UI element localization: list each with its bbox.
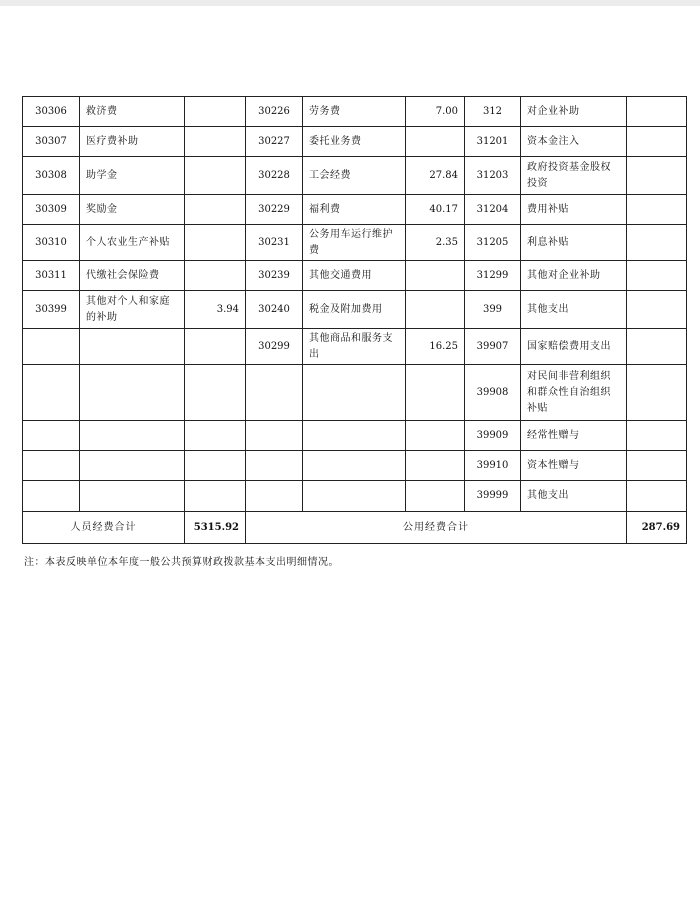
code-cell: 39999 xyxy=(465,481,521,512)
name-cell: 公务用车运行维护费 xyxy=(303,225,406,261)
amount-cell: 3.94 xyxy=(185,291,246,329)
amount-cell xyxy=(627,451,687,481)
amount-cell xyxy=(406,261,465,291)
name-cell: 助学金 xyxy=(80,157,185,195)
totals-row xyxy=(23,512,687,544)
code-cell: 39910 xyxy=(465,451,521,481)
amount-cell xyxy=(406,291,465,329)
amount-cell: 16.25 xyxy=(406,329,465,365)
code-cell: 31299 xyxy=(465,261,521,291)
amount-cell xyxy=(627,97,687,127)
code-cell xyxy=(23,365,80,421)
table-row xyxy=(23,225,687,261)
amount-cell: 2.35 xyxy=(406,225,465,261)
amount-cell xyxy=(627,127,687,157)
code-cell xyxy=(23,481,80,512)
name-cell: 福利费 xyxy=(303,195,406,225)
amount-cell xyxy=(406,481,465,512)
amount-cell: 40.17 xyxy=(406,195,465,225)
code-cell: 399 xyxy=(465,291,521,329)
name-cell xyxy=(80,421,185,451)
amount-cell xyxy=(627,291,687,329)
amount-cell xyxy=(406,421,465,451)
code-cell: 30299 xyxy=(246,329,303,365)
code-cell: 30226 xyxy=(246,97,303,127)
code-cell: 30228 xyxy=(246,157,303,195)
name-cell xyxy=(80,329,185,365)
table-row xyxy=(23,481,687,512)
code-cell: 30399 xyxy=(23,291,80,329)
code-cell: 30231 xyxy=(246,225,303,261)
code-cell: 31205 xyxy=(465,225,521,261)
amount-cell xyxy=(185,481,246,512)
code-cell: 39909 xyxy=(465,421,521,451)
amount-cell xyxy=(185,97,246,127)
table-row xyxy=(23,261,687,291)
code-cell: 30310 xyxy=(23,225,80,261)
code-cell xyxy=(23,451,80,481)
table-row xyxy=(23,451,687,481)
amount-cell xyxy=(627,225,687,261)
name-cell: 奖励金 xyxy=(80,195,185,225)
amount-cell xyxy=(185,421,246,451)
amount-cell xyxy=(185,157,246,195)
code-cell xyxy=(246,451,303,481)
name-cell: 政府投资基金股权投资 xyxy=(521,157,627,195)
public-total-label: 公用经费合计 xyxy=(246,512,627,544)
amount-cell xyxy=(406,127,465,157)
code-cell xyxy=(23,421,80,451)
name-cell xyxy=(80,365,185,421)
code-cell: 30239 xyxy=(246,261,303,291)
amount-cell xyxy=(185,329,246,365)
name-cell xyxy=(303,451,406,481)
amount-cell: 7.00 xyxy=(406,97,465,127)
name-cell: 其他对企业补助 xyxy=(521,261,627,291)
table-row xyxy=(23,157,687,195)
personnel-total-label: 人员经费合计 xyxy=(23,512,185,544)
name-cell: 委托业务费 xyxy=(303,127,406,157)
name-cell xyxy=(303,365,406,421)
public-total-value: 287.69 xyxy=(627,512,687,544)
code-cell xyxy=(246,421,303,451)
name-cell: 利息补贴 xyxy=(521,225,627,261)
code-cell: 30307 xyxy=(23,127,80,157)
amount-cell xyxy=(627,481,687,512)
code-cell: 30229 xyxy=(246,195,303,225)
name-cell: 费用补贴 xyxy=(521,195,627,225)
table-row xyxy=(23,421,687,451)
top-strip xyxy=(0,0,700,6)
personnel-total-value: 5315.92 xyxy=(185,512,246,544)
name-cell: 资本金注入 xyxy=(521,127,627,157)
code-cell: 31201 xyxy=(465,127,521,157)
amount-cell xyxy=(185,451,246,481)
amount-cell xyxy=(185,365,246,421)
name-cell: 医疗费补助 xyxy=(80,127,185,157)
amount-cell xyxy=(406,451,465,481)
name-cell: 代缴社会保险费 xyxy=(80,261,185,291)
name-cell: 其他对个人和家庭的补助 xyxy=(80,291,185,329)
code-cell xyxy=(246,365,303,421)
expenditure-detail-table xyxy=(22,96,687,544)
code-cell: 39907 xyxy=(465,329,521,365)
amount-cell xyxy=(627,157,687,195)
name-cell xyxy=(80,481,185,512)
code-cell: 30240 xyxy=(246,291,303,329)
name-cell: 个人农业生产补贴 xyxy=(80,225,185,261)
amount-cell xyxy=(627,365,687,421)
table-row xyxy=(23,97,687,127)
code-cell xyxy=(23,329,80,365)
amount-cell xyxy=(627,195,687,225)
amount-cell xyxy=(185,261,246,291)
code-cell: 31204 xyxy=(465,195,521,225)
name-cell: 救济费 xyxy=(80,97,185,127)
name-cell: 劳务费 xyxy=(303,97,406,127)
amount-cell xyxy=(185,225,246,261)
amount-cell xyxy=(406,365,465,421)
name-cell: 对民间非营利组织和群众性自治组织补贴 xyxy=(521,365,627,421)
amount-cell: 27.84 xyxy=(406,157,465,195)
name-cell: 工会经费 xyxy=(303,157,406,195)
code-cell xyxy=(246,481,303,512)
table-row xyxy=(23,329,687,365)
code-cell: 30227 xyxy=(246,127,303,157)
code-cell: 312 xyxy=(465,97,521,127)
name-cell: 对企业补助 xyxy=(521,97,627,127)
name-cell: 其他交通费用 xyxy=(303,261,406,291)
code-cell: 30311 xyxy=(23,261,80,291)
name-cell: 国家赔偿费用支出 xyxy=(521,329,627,365)
table-row xyxy=(23,195,687,225)
table-note: 注：本表反映单位本年度一般公共预算财政拨款基本支出明细情况。 xyxy=(24,557,339,568)
name-cell: 其他商品和服务支出 xyxy=(303,329,406,365)
code-cell: 30308 xyxy=(23,157,80,195)
amount-cell xyxy=(627,329,687,365)
name-cell xyxy=(303,421,406,451)
table-row xyxy=(23,291,687,329)
table-row xyxy=(23,127,687,157)
amount-cell xyxy=(185,195,246,225)
name-cell: 其他支出 xyxy=(521,481,627,512)
name-cell: 其他支出 xyxy=(521,291,627,329)
amount-cell xyxy=(627,261,687,291)
amount-cell xyxy=(627,421,687,451)
name-cell xyxy=(303,481,406,512)
code-cell: 39908 xyxy=(465,365,521,421)
name-cell: 税金及附加费用 xyxy=(303,291,406,329)
code-cell: 30309 xyxy=(23,195,80,225)
code-cell: 31203 xyxy=(465,157,521,195)
table-body xyxy=(23,97,687,512)
name-cell: 资本性赠与 xyxy=(521,451,627,481)
table-row xyxy=(23,365,687,421)
name-cell xyxy=(80,451,185,481)
code-cell: 30306 xyxy=(23,97,80,127)
amount-cell xyxy=(185,127,246,157)
name-cell: 经常性赠与 xyxy=(521,421,627,451)
